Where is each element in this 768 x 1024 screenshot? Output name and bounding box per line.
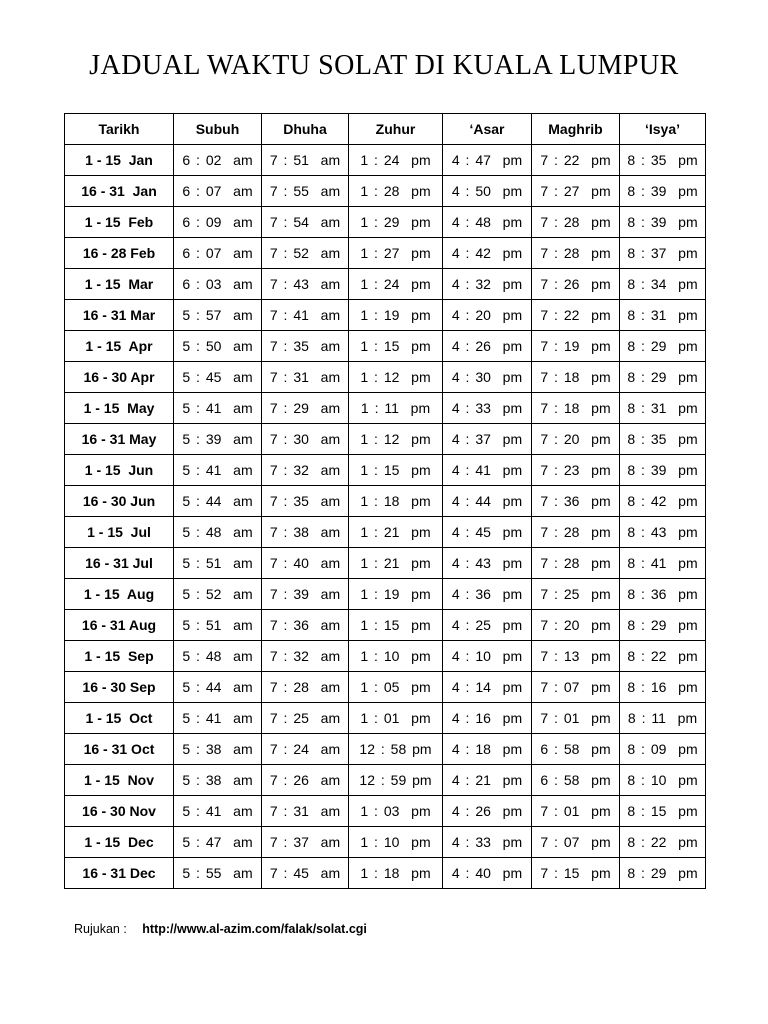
prayer-time-cell: 7 : 28 am [262, 672, 349, 703]
prayer-time-cell: 6 : 02 am [174, 145, 262, 176]
table-row [65, 610, 706, 641]
date-range-cell: 16 - 31 Jul [65, 548, 174, 579]
prayer-time-cell: 6 : 07 am [174, 238, 262, 269]
prayer-time-cell: 7 : 35 am [262, 486, 349, 517]
prayer-time-cell: 7 : 35 am [262, 331, 349, 362]
prayer-time-cell: 4 : 25 pm [443, 610, 532, 641]
prayer-times-table [64, 113, 706, 889]
prayer-time-cell: 8 : 34 pm [620, 269, 706, 300]
column-header: Maghrib [532, 114, 620, 145]
prayer-time-cell: 8 : 39 pm [620, 455, 706, 486]
table-row [65, 176, 706, 207]
prayer-time-cell: 1 : 10 pm [349, 827, 443, 858]
prayer-time-cell: 8 : 35 pm [620, 145, 706, 176]
prayer-time-cell: 8 : 16 pm [620, 672, 706, 703]
prayer-time-cell: 4 : 40 pm [443, 858, 532, 889]
reference-line [74, 922, 367, 936]
prayer-time-cell: 8 : 29 pm [620, 362, 706, 393]
prayer-time-cell: 12 : 58 pm [349, 734, 443, 765]
prayer-time-cell: 1 : 19 pm [349, 300, 443, 331]
date-range-cell: 1 - 15 Sep [65, 641, 174, 672]
prayer-time-cell: 6 : 03 am [174, 269, 262, 300]
prayer-time-cell: 7 : 26 pm [532, 269, 620, 300]
prayer-time-cell: 8 : 41 pm [620, 548, 706, 579]
prayer-time-cell: 1 : 27 pm [349, 238, 443, 269]
prayer-time-cell: 1 : 24 pm [349, 269, 443, 300]
prayer-time-cell: 4 : 26 pm [443, 796, 532, 827]
table-row [65, 796, 706, 827]
prayer-time-cell: 1 : 24 pm [349, 145, 443, 176]
date-range-cell: 16 - 30 Sep [65, 672, 174, 703]
prayer-time-cell: 4 : 32 pm [443, 269, 532, 300]
column-header: Subuh [174, 114, 262, 145]
date-range-cell: 16 - 31 Jan [65, 176, 174, 207]
prayer-time-cell: 7 : 28 pm [532, 517, 620, 548]
prayer-time-cell: 4 : 42 pm [443, 238, 532, 269]
prayer-time-cell: 7 : 55 am [262, 176, 349, 207]
prayer-time-cell: 7 : 27 pm [532, 176, 620, 207]
prayer-time-cell: 1 : 10 pm [349, 641, 443, 672]
prayer-time-cell: 7 : 31 am [262, 796, 349, 827]
prayer-time-cell: 7 : 38 am [262, 517, 349, 548]
prayer-time-cell: 4 : 18 pm [443, 734, 532, 765]
prayer-time-cell: 7 : 24 am [262, 734, 349, 765]
table-row [65, 672, 706, 703]
prayer-time-cell: 7 : 31 am [262, 362, 349, 393]
prayer-time-cell: 7 : 18 pm [532, 393, 620, 424]
date-range-cell: 1 - 15 Oct [65, 703, 174, 734]
prayer-time-cell: 8 : 36 pm [620, 579, 706, 610]
column-header: Dhuha [262, 114, 349, 145]
prayer-time-cell: 8 : 39 pm [620, 207, 706, 238]
prayer-time-cell: 8 : 43 pm [620, 517, 706, 548]
prayer-time-cell: 7 : 54 am [262, 207, 349, 238]
table-row [65, 579, 706, 610]
prayer-time-cell: 4 : 37 pm [443, 424, 532, 455]
prayer-time-cell: 12 : 59 pm [349, 765, 443, 796]
table-row [65, 703, 706, 734]
prayer-time-cell: 5 : 39 am [174, 424, 262, 455]
prayer-time-cell: 7 : 25 am [262, 703, 349, 734]
prayer-time-cell: 7 : 01 pm [532, 703, 620, 734]
prayer-time-cell: 4 : 43 pm [443, 548, 532, 579]
prayer-time-cell: 8 : 10 pm [620, 765, 706, 796]
prayer-time-cell: 5 : 48 am [174, 641, 262, 672]
prayer-time-cell: 5 : 41 am [174, 796, 262, 827]
table-row [65, 517, 706, 548]
prayer-time-cell: 1 : 15 pm [349, 455, 443, 486]
prayer-time-cell: 1 : 15 pm [349, 331, 443, 362]
prayer-time-cell: 1 : 21 pm [349, 517, 443, 548]
prayer-time-cell: 7 : 43 am [262, 269, 349, 300]
date-range-cell: 1 - 15 Dec [65, 827, 174, 858]
prayer-time-cell: 8 : 37 pm [620, 238, 706, 269]
prayer-time-cell: 1 : 12 pm [349, 362, 443, 393]
table-row [65, 207, 706, 238]
prayer-time-cell: 7 : 28 pm [532, 238, 620, 269]
prayer-time-cell: 7 : 28 pm [532, 548, 620, 579]
table-body [65, 145, 706, 889]
prayer-time-cell: 8 : 29 pm [620, 610, 706, 641]
prayer-time-cell: 4 : 26 pm [443, 331, 532, 362]
table-row [65, 641, 706, 672]
prayer-time-cell: 6 : 58 pm [532, 734, 620, 765]
date-range-cell: 1 - 15 Feb [65, 207, 174, 238]
prayer-time-cell: 7 : 28 pm [532, 207, 620, 238]
prayer-time-cell: 1 : 21 pm [349, 548, 443, 579]
prayer-time-cell: 5 : 57 am [174, 300, 262, 331]
prayer-time-cell: 7 : 51 am [262, 145, 349, 176]
date-range-cell: 16 - 31 Dec [65, 858, 174, 889]
prayer-time-cell: 4 : 44 pm [443, 486, 532, 517]
prayer-time-cell: 1 : 05 pm [349, 672, 443, 703]
prayer-time-cell: 7 : 01 pm [532, 796, 620, 827]
prayer-time-cell: 5 : 50 am [174, 331, 262, 362]
prayer-time-cell: 8 : 29 pm [620, 331, 706, 362]
prayer-time-cell: 4 : 48 pm [443, 207, 532, 238]
prayer-time-cell: 1 : 03 pm [349, 796, 443, 827]
prayer-time-cell: 7 : 22 pm [532, 300, 620, 331]
header-row [65, 114, 706, 145]
prayer-time-cell: 4 : 14 pm [443, 672, 532, 703]
date-range-cell: 1 - 15 Nov [65, 765, 174, 796]
column-header: Tarikh [65, 114, 174, 145]
prayer-time-cell: 8 : 42 pm [620, 486, 706, 517]
prayer-time-cell: 5 : 48 am [174, 517, 262, 548]
prayer-time-cell: 7 : 07 pm [532, 672, 620, 703]
table-row [65, 765, 706, 796]
prayer-time-cell: 1 : 29 pm [349, 207, 443, 238]
prayer-time-cell: 7 : 18 pm [532, 362, 620, 393]
prayer-time-cell: 8 : 22 pm [620, 641, 706, 672]
table-row [65, 145, 706, 176]
prayer-time-cell: 7 : 25 pm [532, 579, 620, 610]
table-row [65, 300, 706, 331]
prayer-time-cell: 7 : 20 pm [532, 610, 620, 641]
prayer-time-cell: 7 : 36 am [262, 610, 349, 641]
prayer-time-cell: 5 : 44 am [174, 672, 262, 703]
prayer-time-cell: 8 : 31 pm [620, 393, 706, 424]
prayer-time-cell: 7 : 15 pm [532, 858, 620, 889]
prayer-time-cell: 7 : 29 am [262, 393, 349, 424]
prayer-time-cell: 1 : 11 pm [349, 393, 443, 424]
prayer-time-cell: 5 : 55 am [174, 858, 262, 889]
column-header: ‘Asar [443, 114, 532, 145]
prayer-time-cell: 5 : 44 am [174, 486, 262, 517]
prayer-time-cell: 4 : 36 pm [443, 579, 532, 610]
date-range-cell: 1 - 15 Mar [65, 269, 174, 300]
prayer-time-cell: 7 : 40 am [262, 548, 349, 579]
prayer-time-cell: 1 : 19 pm [349, 579, 443, 610]
prayer-time-cell: 7 : 45 am [262, 858, 349, 889]
page-title: JADUAL WAKTU SOLAT DI KUALA LUMPUR [89, 50, 679, 81]
table-row [65, 734, 706, 765]
date-range-cell: 16 - 30 Nov [65, 796, 174, 827]
table-row [65, 548, 706, 579]
prayer-time-cell: 7 : 32 am [262, 641, 349, 672]
table-row [65, 455, 706, 486]
prayer-time-cell: 7 : 30 am [262, 424, 349, 455]
prayer-time-cell: 7 : 41 am [262, 300, 349, 331]
prayer-time-cell: 4 : 45 pm [443, 517, 532, 548]
column-header: Zuhur [349, 114, 443, 145]
prayer-time-cell: 5 : 41 am [174, 393, 262, 424]
prayer-time-cell: 8 : 22 pm [620, 827, 706, 858]
prayer-time-cell: 7 : 52 am [262, 238, 349, 269]
prayer-time-cell: 5 : 52 am [174, 579, 262, 610]
table-row [65, 827, 706, 858]
prayer-time-cell: 1 : 01 pm [349, 703, 443, 734]
date-range-cell: 1 - 15 Apr [65, 331, 174, 362]
date-range-cell: 16 - 31 Oct [65, 734, 174, 765]
prayer-time-cell: 7 : 37 am [262, 827, 349, 858]
prayer-time-cell: 5 : 51 am [174, 610, 262, 641]
date-range-cell: 1 - 15 Jan [65, 145, 174, 176]
reference-url: http://www.al-azim.com/falak/solat.cgi [142, 922, 367, 936]
date-range-cell: 16 - 31 Aug [65, 610, 174, 641]
prayer-time-cell: 4 : 33 pm [443, 827, 532, 858]
table-row [65, 858, 706, 889]
column-header: ‘Isya’ [620, 114, 706, 145]
prayer-time-cell: 5 : 45 am [174, 362, 262, 393]
date-range-cell: 16 - 28 Feb [65, 238, 174, 269]
prayer-time-cell: 7 : 32 am [262, 455, 349, 486]
prayer-time-cell: 1 : 12 pm [349, 424, 443, 455]
prayer-time-cell: 4 : 20 pm [443, 300, 532, 331]
table-header [65, 114, 706, 145]
prayer-time-cell: 8 : 39 pm [620, 176, 706, 207]
prayer-time-cell: 7 : 13 pm [532, 641, 620, 672]
prayer-time-cell: 7 : 26 am [262, 765, 349, 796]
prayer-time-cell: 8 : 35 pm [620, 424, 706, 455]
prayer-time-cell: 6 : 58 pm [532, 765, 620, 796]
date-range-cell: 1 - 15 Jul [65, 517, 174, 548]
prayer-time-cell: 8 : 09 pm [620, 734, 706, 765]
prayer-time-cell: 7 : 19 pm [532, 331, 620, 362]
date-range-cell: 16 - 30 Jun [65, 486, 174, 517]
prayer-time-cell: 5 : 38 am [174, 734, 262, 765]
prayer-time-cell: 7 : 22 pm [532, 145, 620, 176]
prayer-time-cell: 7 : 20 pm [532, 424, 620, 455]
reference-label: Rujukan : [74, 922, 127, 936]
table-row [65, 424, 706, 455]
date-range-cell: 16 - 31 May [65, 424, 174, 455]
prayer-time-cell: 1 : 15 pm [349, 610, 443, 641]
table-row [65, 331, 706, 362]
prayer-time-cell: 4 : 21 pm [443, 765, 532, 796]
prayer-time-cell: 5 : 47 am [174, 827, 262, 858]
table-row [65, 269, 706, 300]
prayer-time-cell: 8 : 31 pm [620, 300, 706, 331]
prayer-time-cell: 5 : 41 am [174, 455, 262, 486]
prayer-time-cell: 4 : 16 pm [443, 703, 532, 734]
date-range-cell: 16 - 30 Apr [65, 362, 174, 393]
prayer-time-cell: 7 : 39 am [262, 579, 349, 610]
prayer-time-cell: 1 : 18 pm [349, 858, 443, 889]
date-range-cell: 1 - 15 May [65, 393, 174, 424]
prayer-time-cell: 7 : 07 pm [532, 827, 620, 858]
prayer-time-cell: 7 : 23 pm [532, 455, 620, 486]
prayer-time-cell: 6 : 09 am [174, 207, 262, 238]
prayer-time-cell: 6 : 07 am [174, 176, 262, 207]
prayer-time-cell: 5 : 38 am [174, 765, 262, 796]
prayer-time-cell: 4 : 33 pm [443, 393, 532, 424]
prayer-time-cell: 4 : 30 pm [443, 362, 532, 393]
prayer-time-cell: 5 : 51 am [174, 548, 262, 579]
table-row [65, 238, 706, 269]
prayer-time-cell: 8 : 29 pm [620, 858, 706, 889]
prayer-time-cell: 4 : 50 pm [443, 176, 532, 207]
prayer-time-cell: 5 : 41 am [174, 703, 262, 734]
prayer-time-cell: 8 : 15 pm [620, 796, 706, 827]
prayer-time-cell: 4 : 47 pm [443, 145, 532, 176]
date-range-cell: 16 - 31 Mar [65, 300, 174, 331]
prayer-time-cell: 8 : 11 pm [620, 703, 706, 734]
table-row [65, 486, 706, 517]
table-row [65, 393, 706, 424]
prayer-time-cell: 7 : 36 pm [532, 486, 620, 517]
prayer-time-cell: 1 : 18 pm [349, 486, 443, 517]
prayer-time-cell: 4 : 10 pm [443, 641, 532, 672]
date-range-cell: 1 - 15 Aug [65, 579, 174, 610]
table-row [65, 362, 706, 393]
prayer-time-cell: 1 : 28 pm [349, 176, 443, 207]
prayer-time-cell: 4 : 41 pm [443, 455, 532, 486]
date-range-cell: 1 - 15 Jun [65, 455, 174, 486]
